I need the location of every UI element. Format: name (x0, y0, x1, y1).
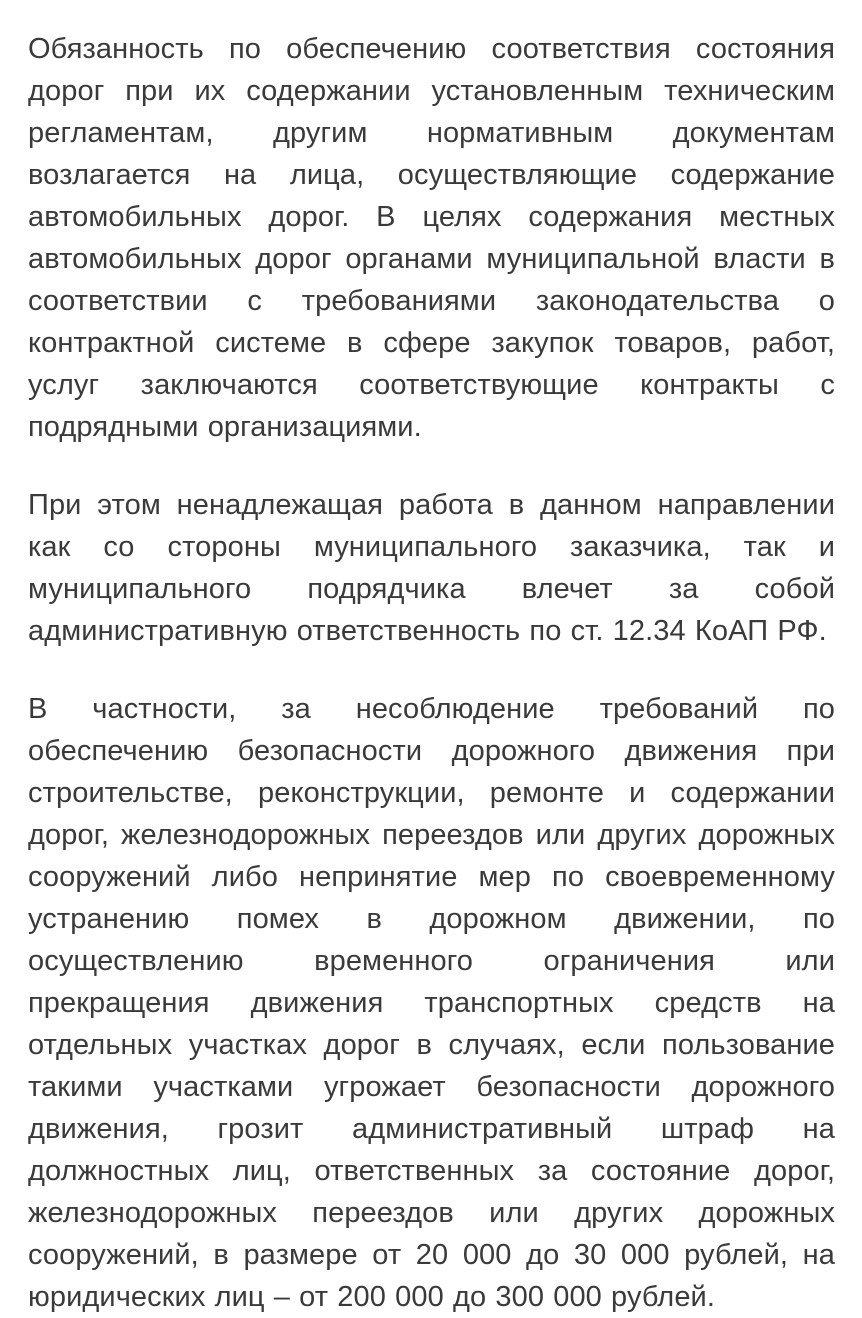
paragraph-duty-of-maintenance: Обязанность по обеспечению соответствия состояния дорог при их содержании установленным техническим регламентам, другим нормативным документам возлагается на лица, осуществляющие содержание автомобильных дорог. В целях содержания местных автомобильных дорог органами муниципальной власти в соответствии с требованиями законодательства о контрактной системе в сфере закупок товаров, работ, услуг заключаются соответствующие контракты с подрядными организациями. (28, 33, 835, 443)
paragraph-fines-details: В частности, за несоблюдение требований по обеспечению безопасности дорожного движения при строительстве, реконструкции, ремонте и содержании дорог, железнодорожных переездов или других дорожных сооружений либо непринятие мер по своевременному устранению помех в дорожном движении, по осуществлению временного ограничения или прекращения движения транспортных средств на отдельных участках дорог в случаях, если пользование такими участками угрожает безопасности дорожного движения, грозит административный штраф на должностных лиц, ответственных за состояние дорог, железнодорожных переездов или других дорожных сооружений, в размере от 20 000 до 30 000 рублей, на юридических лиц – от 200 000 до 300 000 рублей. (28, 693, 835, 1313)
paragraph-administrative-liability: При этом ненадлежащая работа в данном направлении как со стороны муниципального заказчика, так и муниципального подрядчика влечет за собой административную ответственность по ст. 12.34 КоАП РФ. (28, 489, 835, 647)
